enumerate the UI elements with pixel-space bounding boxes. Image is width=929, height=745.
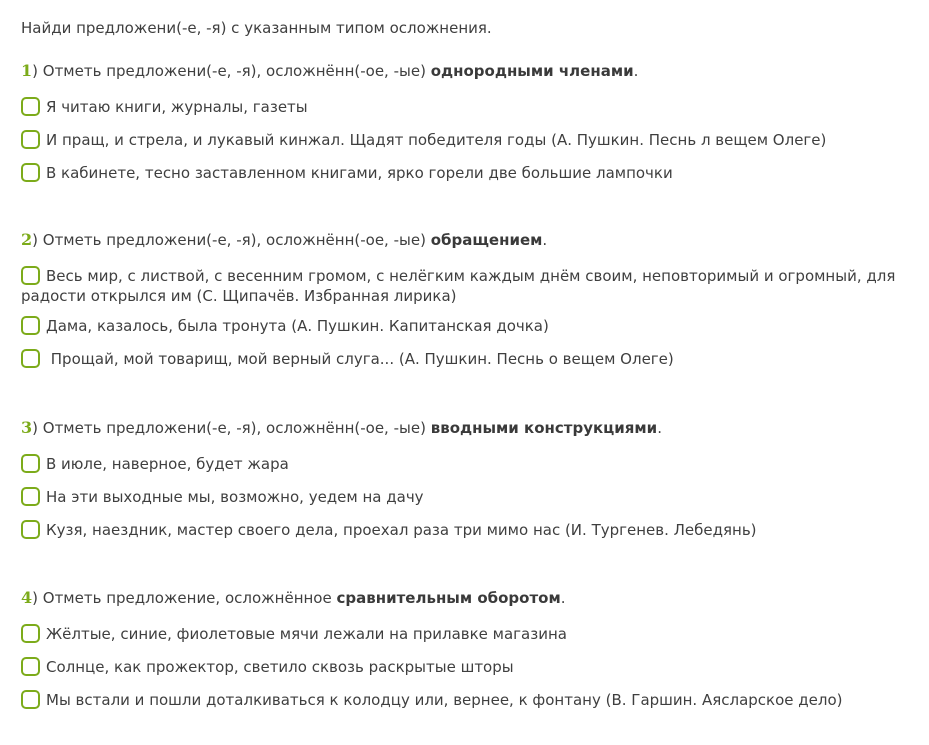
task-prefix: ) Отметь предложени(-е, -я), осложнённ(-ое, -ые) — [32, 62, 431, 80]
task-number: 4 — [21, 588, 33, 607]
task-suffix: . — [657, 419, 662, 437]
option-label: Жёлтые, синие, фиолетовые мячи лежали на прилавке магазина — [46, 625, 567, 643]
checkbox[interactable] — [21, 657, 40, 676]
task-suffix: . — [560, 589, 566, 607]
task-emphasis: вводными конструкциями — [430, 419, 658, 437]
option-label: В июле, наверное, будет жара — [46, 455, 289, 473]
checkbox[interactable] — [21, 624, 40, 643]
task-emphasis: сравнительным оборотом — [336, 589, 561, 607]
checkbox[interactable] — [21, 454, 40, 473]
task-prefix: ) Отметь предложени(-е, -я), осложнённ(-ое, -ые) — [32, 419, 431, 437]
option-line-2: радости открылся им (С. Щипачёв. Избранная лирика) — [21, 287, 457, 305]
task-emphasis: однородными членами — [430, 62, 634, 80]
option-4-3[interactable] — [21, 690, 911, 710]
task-prefix: ) Отметь предложение, осложнённое — [32, 589, 337, 607]
option-2-2[interactable] — [21, 316, 911, 336]
task-4-title — [21, 588, 911, 608]
task-3 — [21, 418, 911, 553]
checkbox[interactable] — [21, 520, 40, 539]
option-label: Прощай, мой товарищ, мой верный слуга... (А. Пушкин. Песнь о вещем Олеге) — [46, 350, 674, 368]
option-label: Дама, казалось, была тронута (А. Пушкин. Капитанская дочка) — [46, 317, 549, 335]
option-3-1[interactable] — [21, 454, 911, 474]
task-2 — [21, 230, 911, 382]
option-label: На эти выходные мы, возможно, уедем на дачу — [46, 488, 424, 506]
checkbox[interactable] — [21, 97, 40, 116]
checkbox[interactable] — [21, 690, 40, 709]
option-label: Я читаю книги, журналы, газеты — [46, 98, 308, 116]
task-suffix: . — [633, 62, 639, 80]
instruction-text: Найди предложени(-е, -я) с указанным типом осложнения. — [21, 19, 492, 37]
task-3-title — [21, 418, 911, 438]
task-suffix: . — [542, 231, 548, 249]
task-1 — [21, 61, 911, 196]
option-1-3[interactable] — [21, 163, 911, 183]
option-4-1[interactable] — [21, 624, 911, 644]
option-label: В кабинете, тесно заставленном книгами, ярко горели две большие лампочки — [46, 164, 673, 182]
checkbox[interactable] — [21, 487, 40, 506]
task-number: 3 — [21, 418, 33, 437]
option-3-3[interactable] — [21, 520, 911, 540]
checkbox[interactable] — [21, 349, 40, 368]
checkbox[interactable] — [21, 163, 40, 182]
option-3-2[interactable] — [21, 487, 911, 507]
option-label: Мы встали и пошли доталкиваться к колодцу или, вернее, к фонтану (В. Гаршин. Аясларское дело) — [46, 691, 843, 709]
task-emphasis: обращением — [430, 231, 543, 249]
option-line-1: Весь мир, с листвой, с весенним громом, с нелёгким каждым днём своим, неповторимый и огромный, для — [46, 267, 896, 285]
task-number: 2 — [21, 230, 33, 249]
task-prefix: ) Отметь предложени(-е, -я), осложнённ(-ое, -ые) — [32, 231, 431, 249]
option-label: Солнце, как прожектор, светило сквозь раскрытые шторы — [46, 658, 514, 676]
task-number: 1 — [21, 61, 33, 80]
option-1-1[interactable] — [21, 97, 911, 117]
option-label: И пращ, и стрела, и лукавый кинжал. Щадят победителя годы (А. Пушкин. Песнь л вещем Олеге) — [46, 131, 827, 149]
option-2-1[interactable] — [21, 266, 911, 306]
checkbox[interactable] — [21, 316, 40, 335]
option-label: Кузя, наездник, мастер своего дела, проехал раза три мимо нас (И. Тургенев. Лебедянь) — [46, 521, 757, 539]
checkbox[interactable] — [21, 266, 40, 285]
task-4 — [21, 588, 911, 723]
option-4-2[interactable] — [21, 657, 911, 677]
task-2-title — [21, 230, 911, 250]
option-label — [21, 266, 906, 306]
task-1-title — [21, 61, 911, 81]
option-1-2[interactable] — [21, 130, 911, 150]
option-2-3[interactable] — [21, 349, 911, 369]
checkbox[interactable] — [21, 130, 40, 149]
